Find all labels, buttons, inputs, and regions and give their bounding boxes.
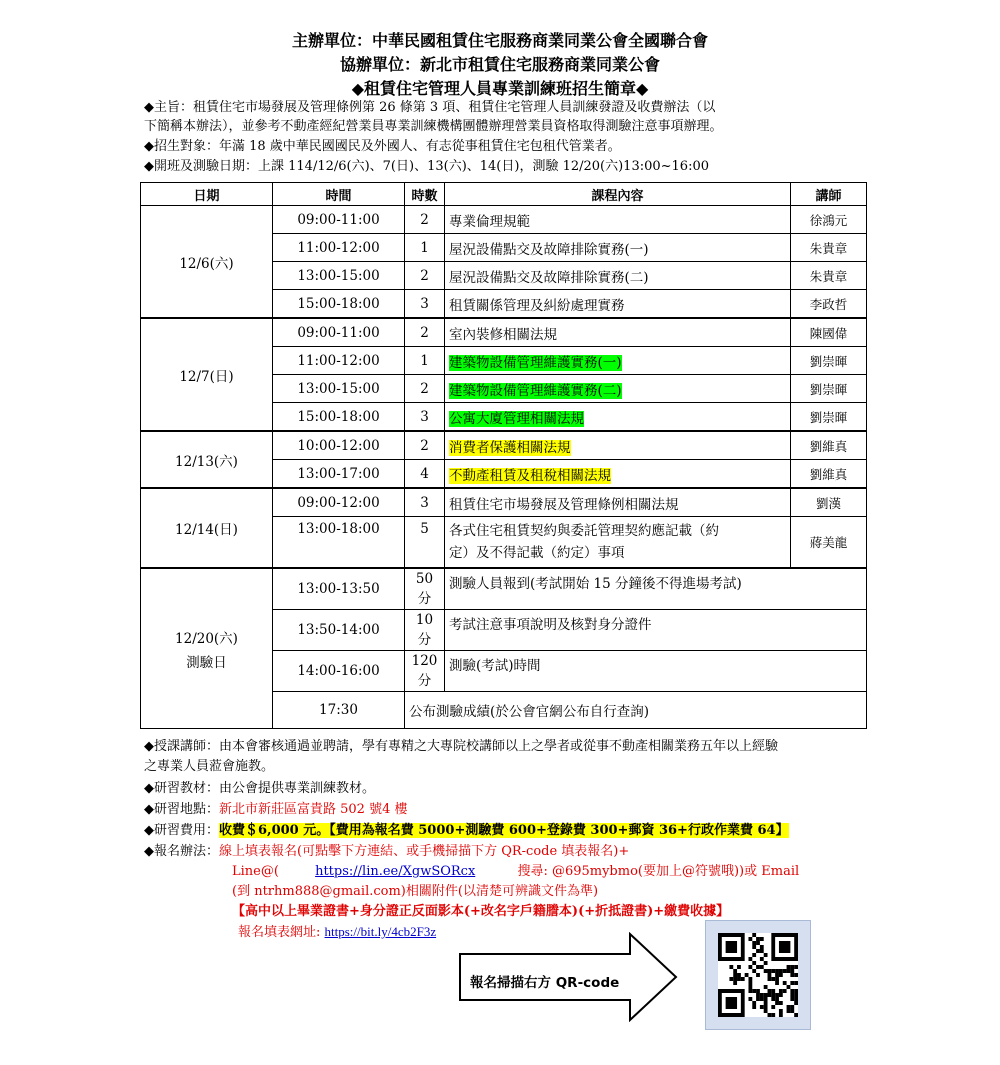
course-highlight-yellow: 消費者保護相關法規 <box>449 439 571 456</box>
time-cell: 13:00-15:00 <box>273 375 405 403</box>
signup-line-2 <box>232 862 872 882</box>
signup-label: ◆報名辦法： <box>144 844 219 859</box>
duration-unit: 分 <box>417 632 432 648</box>
table-row <box>141 318 867 347</box>
qr-frame <box>705 920 811 1030</box>
fee-value: 收費＄6,000 元。【費用為報名費 5000+測驗費 600+登錄費 300+郵資 36+行政作業費 64】 <box>219 823 789 838</box>
signup-line-suffix: 搜尋: @695mybmo(要加上@符號哦))或 Email <box>517 864 800 879</box>
signup-url-label: 報名填表網址: <box>238 925 325 940</box>
signup-line-3: (到 ntrhm888@gmail.com)相關附件(以清楚可辨識文件為準) <box>232 884 599 899</box>
header-teacher: 講師 <box>791 183 867 206</box>
table-row <box>141 488 867 517</box>
hours-cell: 2 <box>405 262 445 290</box>
date-cell <box>141 568 273 729</box>
signup-text: 線上填表報名(可點擊下方連結、或手機掃描下方 QR-code 填表報名)+ <box>219 844 630 859</box>
time-cell: 09:00-11:00 <box>273 206 405 234</box>
teacher-cell: 劉維真 <box>791 460 867 489</box>
exam-date-sub: 測驗日 <box>186 654 227 671</box>
date-cell: 12/6(六) <box>141 206 273 319</box>
schedule-line: ◆開班及測驗日期：上課 114/12/6(六)、7(日)、13(六)、14(日)，測驗 12/20(六)13:00~16:00 <box>144 159 710 174</box>
hours-cell: 2 <box>405 206 445 234</box>
date-cell: 12/13(六) <box>141 431 273 488</box>
header-time: 時間 <box>273 183 405 206</box>
duration-cell <box>405 610 445 651</box>
instructor-line-2: 之專業人員蒞會施教。 <box>144 759 275 774</box>
table-row <box>141 206 867 234</box>
purpose-line-2: 下簡稱本辦法），並參考不動產經紀營業員專業訓練機構團體辦理營業員資格取得測驗注意事項辦理。 <box>144 119 723 134</box>
course-cell: 租賃住宅市場發展及管理條例相關法規 <box>445 488 791 517</box>
time-cell: 09:00-12:00 <box>273 488 405 517</box>
teacher-cell: 劉崇暉 <box>791 375 867 403</box>
course-cell: 公布測驗成績(於公會官網公布自行查詢) <box>405 692 867 729</box>
table-row <box>141 568 867 610</box>
time-cell: 15:00-18:00 <box>273 403 405 432</box>
duration-cell <box>405 651 445 692</box>
materials-line: ◆研習教材：由公會提供專業訓練教材。 <box>144 781 375 796</box>
course-schedule-table <box>140 182 867 729</box>
course-highlight-green: 公寓大廈管理相關法規 <box>449 410 584 427</box>
time-cell: 13:00-15:00 <box>273 262 405 290</box>
header-date: 日期 <box>141 183 273 206</box>
time-cell: 13:00-13:50 <box>273 568 405 610</box>
duration-value: 120 <box>411 653 438 669</box>
signup-line-prefix: Line@( <box>232 864 279 879</box>
qr-code-icon[interactable] <box>718 933 798 1017</box>
teacher-cell: 陳國偉 <box>791 318 867 347</box>
target-line: ◆招生對象：年滿 18 歲中華民國國民及外國人、有志從事租賃住宅包租代管業者。 <box>144 139 621 154</box>
signup-line-4: 【高中以上畢業證書+身分證正反面影本(+改名字戶籍謄本)(+折抵證書)+繳費收據】 <box>232 904 730 919</box>
teacher-cell: 李政哲 <box>791 290 867 319</box>
location-label: ◆研習地點： <box>144 802 219 817</box>
teacher-cell: 劉崇暉 <box>791 347 867 375</box>
time-cell: 14:00-16:00 <box>273 651 405 692</box>
page-title: ◆租賃住宅管理人員專業訓練班招生簡章◆ <box>351 79 649 98</box>
teacher-cell: 朱貴章 <box>791 262 867 290</box>
hours-cell: 3 <box>405 488 445 517</box>
hours-cell: 1 <box>405 347 445 375</box>
organizer-line: 主辦單位：中華民國租賃住宅服務商業同業公會全國聯合會 <box>291 31 708 50</box>
course-line: 各式住宅租賃契約與委託管理契約應記載（約 <box>449 523 719 539</box>
course-cell: 屋況設備點交及故障排除實務(一) <box>445 234 791 262</box>
course-cell: 室內裝修相關法規 <box>445 318 791 347</box>
course-highlight-yellow: 不動產租賃及租稅相關法規 <box>449 467 611 484</box>
co-organizer-line: 協辦單位：新北市租賃住宅服務商業同業公會 <box>339 55 660 74</box>
course-cell: 屋況設備點交及故障排除實務(二) <box>445 262 791 290</box>
teacher-cell: 徐鴻元 <box>791 206 867 234</box>
hours-cell: 1 <box>405 234 445 262</box>
exam-date: 12/20(六) <box>175 630 238 647</box>
hours-cell: 5 <box>405 517 445 569</box>
fee-line <box>144 821 874 841</box>
course-highlight-green: 建築物設備管理維護實務(一) <box>449 354 622 371</box>
hours-cell: 3 <box>405 403 445 432</box>
signup-line-1 <box>144 842 874 862</box>
fee-label: ◆研習費用： <box>144 823 219 838</box>
arrow-label: 報名掃描右方 QR-code <box>470 975 620 991</box>
time-cell: 13:50-14:00 <box>273 610 405 651</box>
teacher-cell: 劉漢 <box>791 488 867 517</box>
table-header-row <box>141 183 867 206</box>
duration-unit: 分 <box>417 591 432 607</box>
course-cell: 測驗人員報到(考試開始 15 分鐘後不得進場考試) <box>445 568 867 610</box>
table-row <box>141 431 867 460</box>
line-link[interactable]: https://lin.ee/XgwSORcx <box>315 864 476 879</box>
time-cell: 10:00-12:00 <box>273 431 405 460</box>
instructor-line-1: ◆授課講師：由本會審核通過並聘請，學有專精之大專院校講師以上之學者或從事不動產相關業務五年以上經驗 <box>144 739 778 754</box>
teacher-cell: 劉崇暉 <box>791 403 867 432</box>
header-hours: 時數 <box>405 183 445 206</box>
signup-url-link[interactable]: https://bit.ly/4cb2F3z <box>324 924 437 939</box>
course-cell: 專業倫理規範 <box>445 206 791 234</box>
location-line <box>144 800 874 820</box>
duration-cell <box>405 568 445 610</box>
hours-cell: 4 <box>405 460 445 489</box>
hours-cell: 2 <box>405 318 445 347</box>
hours-cell: 2 <box>405 375 445 403</box>
time-cell: 13:00-18:00 <box>273 517 405 569</box>
time-cell: 11:00-12:00 <box>273 347 405 375</box>
teacher-cell: 劉維真 <box>791 431 867 460</box>
hours-cell: 3 <box>405 290 445 319</box>
course-cell: 考試注意事項說明及核對身分證件 <box>445 610 867 651</box>
time-cell: 09:00-11:00 <box>273 318 405 347</box>
duration-value: 50 <box>415 571 434 587</box>
teacher-cell: 朱貴章 <box>791 234 867 262</box>
header-course: 課程內容 <box>445 183 791 206</box>
hours-cell: 2 <box>405 431 445 460</box>
course-line: 定）及不得記載（約定）事項 <box>449 545 625 561</box>
duration-value: 10 <box>415 612 434 628</box>
time-cell: 11:00-12:00 <box>273 234 405 262</box>
time-cell: 15:00-18:00 <box>273 290 405 319</box>
location-value: 新北市新莊區富貴路 502 號4 樓 <box>219 802 408 817</box>
course-highlight-green: 建築物設備管理維護實務(二) <box>449 382 622 399</box>
course-cell: 測驗(考試)時間 <box>445 651 867 692</box>
date-cell: 12/7(日) <box>141 318 273 431</box>
time-cell: 13:00-17:00 <box>273 460 405 489</box>
duration-unit: 分 <box>417 673 432 689</box>
purpose-line-1: ◆主旨：租賃住宅市場發展及管理條例第 26 條第 3 項、租賃住宅管理人員訓練發證及收費辦法（以 <box>144 100 716 115</box>
teacher-cell: 蔣美龍 <box>791 517 867 569</box>
course-cell: 租賃關係管理及糾紛處理實務 <box>445 290 791 319</box>
date-cell: 12/14(日) <box>141 488 273 568</box>
time-cell: 17:30 <box>273 692 405 729</box>
